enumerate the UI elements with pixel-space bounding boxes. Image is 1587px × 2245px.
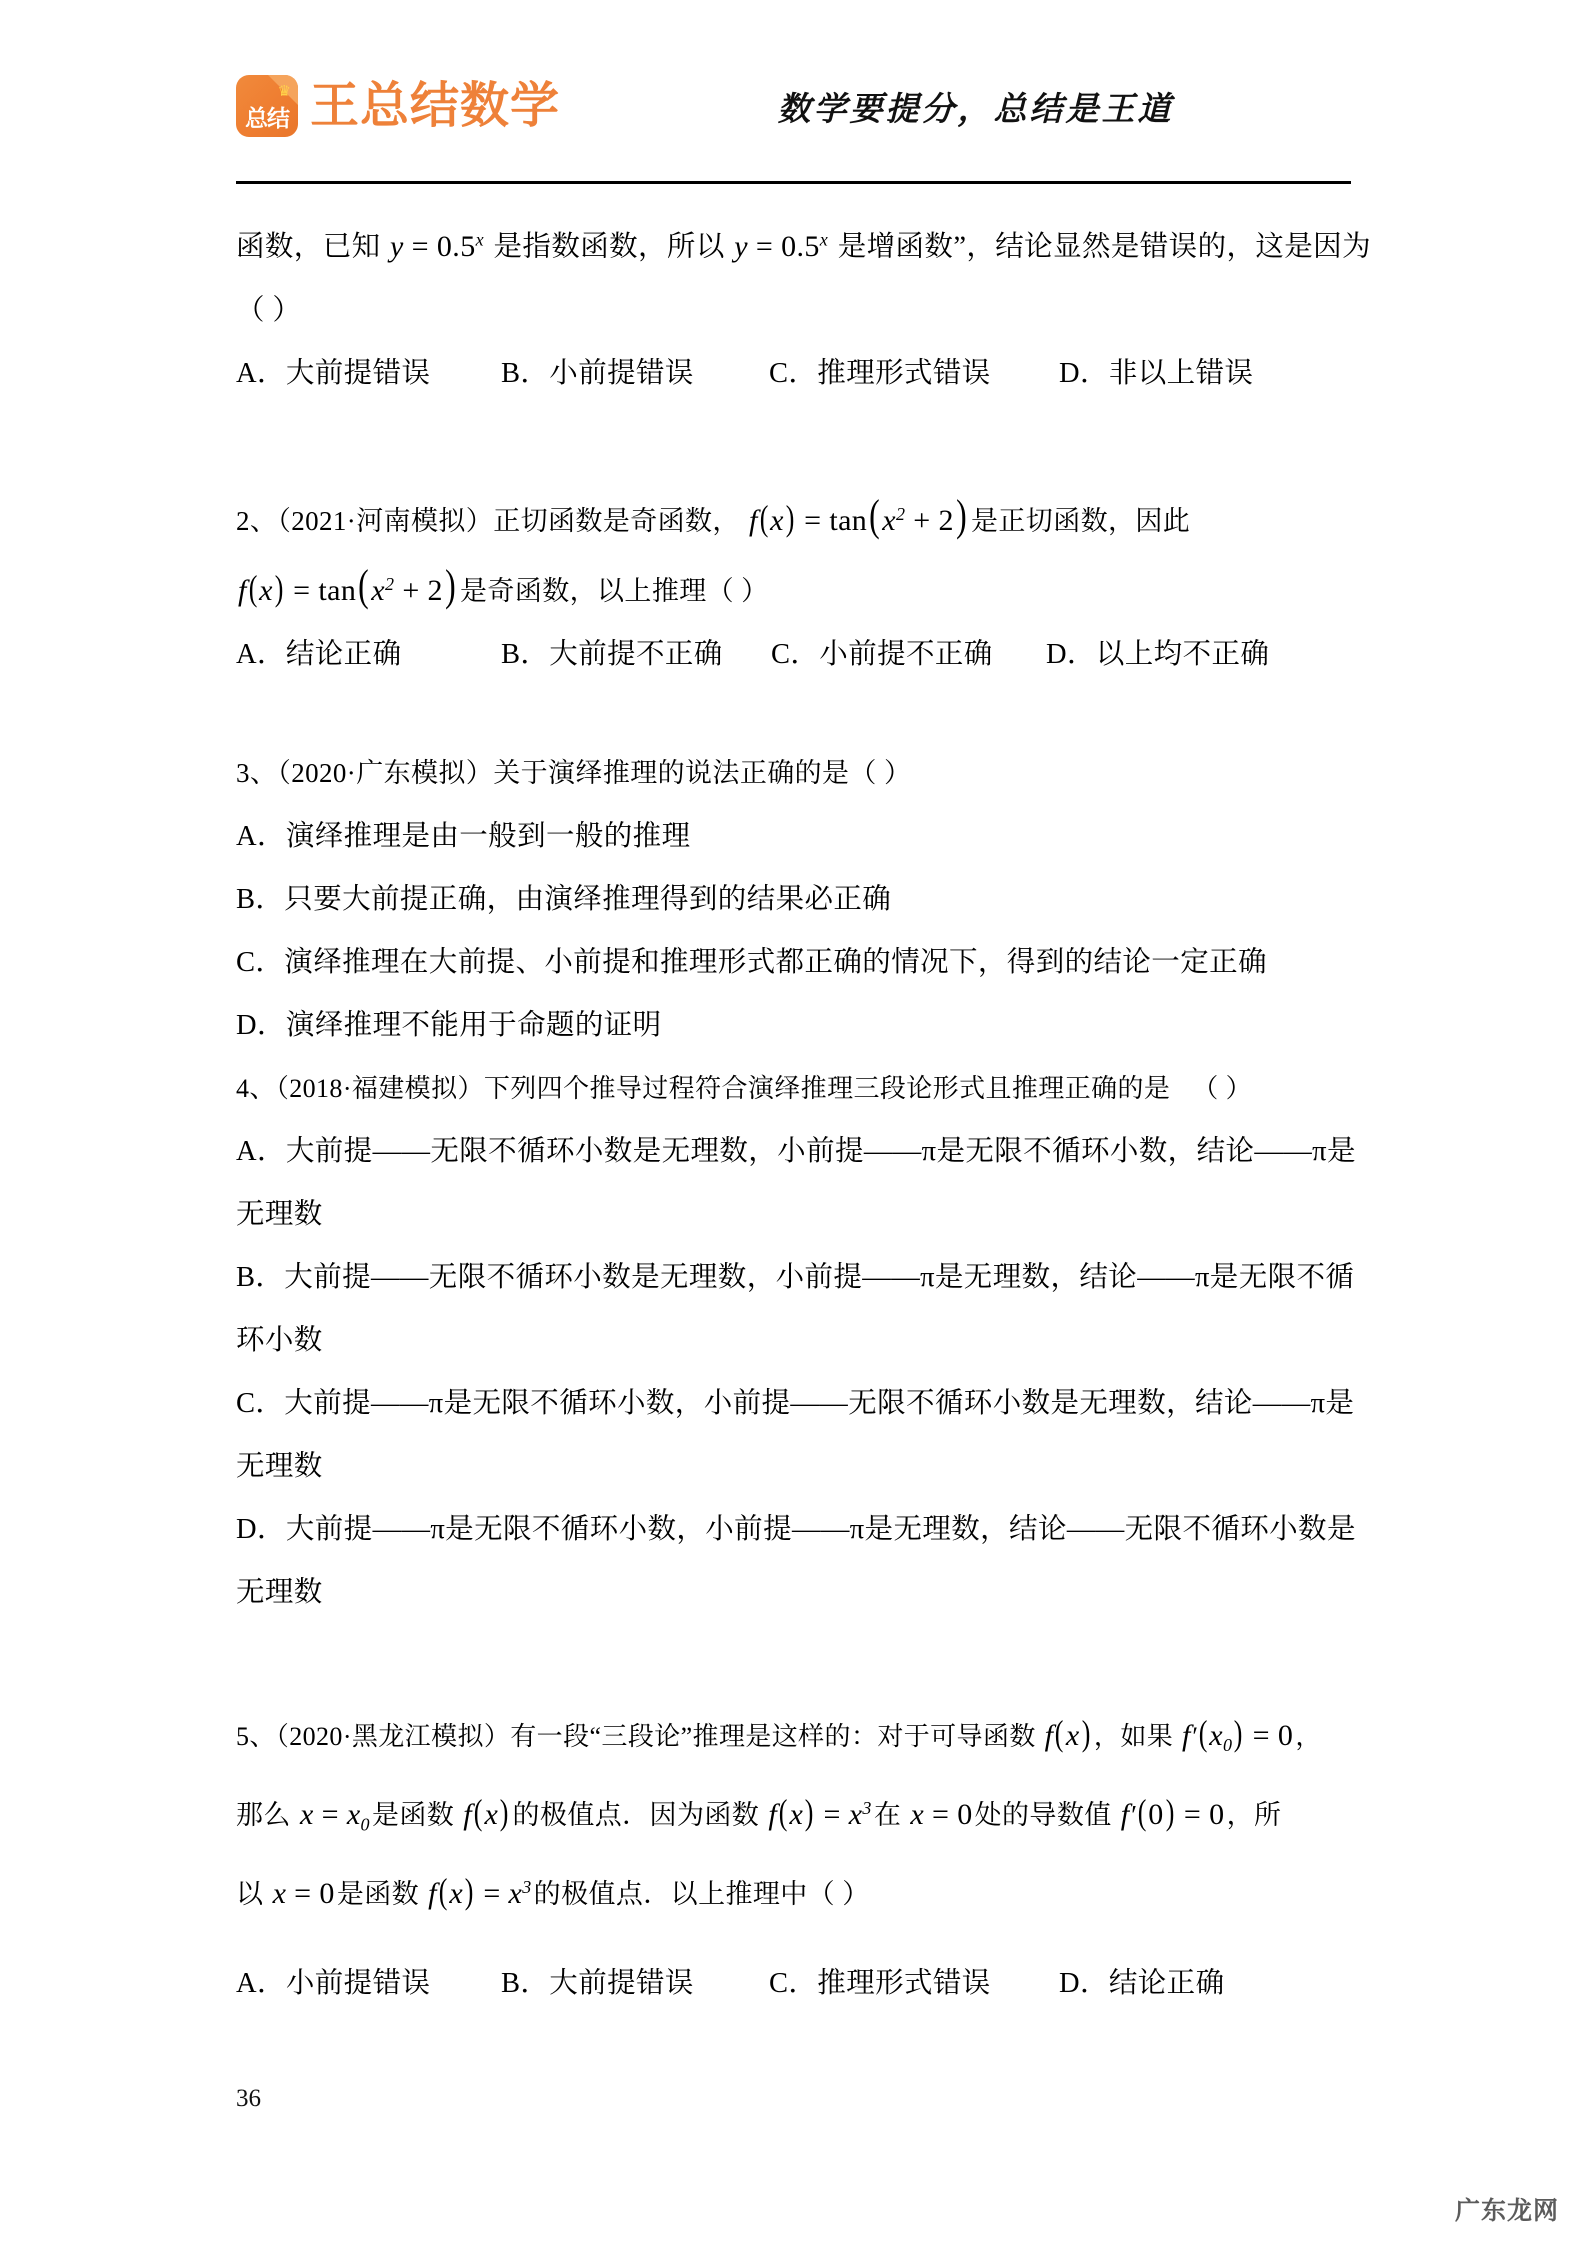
cq-formula-2: $y = 0.5^x$ (734, 229, 829, 263)
question-5-stem-line-3 (236, 1856, 1366, 1926)
question-5-formula-7: f′(0) = 0 (1120, 1791, 1225, 1832)
question-4-number: 4、 (236, 1073, 276, 1103)
question-4-option-c[interactable]: C．大前提——π是无限不循环小数，小前提——无限不循环小数是无理数，结论——π是无理数 (236, 1387, 1355, 1482)
spacer (236, 686, 1366, 742)
question-5-l2-text-f: ，所 (1226, 1799, 1282, 1830)
question-5-formula-3: $x = x_0$ (299, 1797, 370, 1835)
question-4-text: 下列四个推导过程符合演绎推理三段论形式且推理正确的是 (483, 1073, 1171, 1103)
question-2-formula-1: $f(x) = \tan(x^2 + 2)$ (748, 490, 967, 540)
question-5-formula-1: f(x) (1044, 1712, 1091, 1753)
question-5-text-b: ，如果 (1093, 1721, 1174, 1751)
question-5-text-c: ， (1295, 1721, 1322, 1751)
question-4-stem (236, 1057, 1366, 1120)
option-c[interactable]: C．推理形式错误 (769, 1968, 991, 2000)
question-5-source: （2020·黑龙江模拟） (275, 1721, 511, 1751)
question-3-source: （2020·广东模拟） (277, 757, 494, 788)
question-2-stem-line-2 (236, 553, 1366, 623)
spacer (236, 405, 1366, 483)
question-5-l2-text-e: 处的导数值 (974, 1799, 1112, 1830)
question-5-l2-text-c: 的极值点．因为函数 (512, 1799, 760, 1830)
question-4-option-d[interactable]: D．大前提——π是无限不循环小数，小前提——π是无理数，结论——无限不循环小数是无理数 (236, 1513, 1356, 1608)
continued-question-options (236, 342, 1366, 405)
question-5-formula-9: $f(x) = x^3$ (428, 1871, 532, 1912)
option-c[interactable]: C．推理形式错误 (769, 357, 991, 389)
question-5-formula-4: f(x) (463, 1791, 509, 1832)
question-5-l2-text-d: 在 (873, 1799, 902, 1830)
brand-wordmark: 王总结数学 (310, 78, 561, 133)
option-d[interactable]: D．以上均不正确 (1046, 638, 1270, 670)
question-3-option-b[interactable]: B．只要大前提正确，由演绎推理得到的结果必正确 (236, 883, 892, 915)
question-5-formula-6: x = 0 (910, 1797, 973, 1831)
question-5-l3-text-a: 以 (236, 1879, 264, 1910)
continued-question-line-1 (236, 208, 1371, 279)
option-d[interactable]: D．非以上错误 (1059, 357, 1254, 389)
option-a[interactable]: A．大前提错误 (236, 357, 431, 389)
option-a[interactable]: A．结论正确 (236, 638, 402, 670)
option-a[interactable]: A．小前提错误 (236, 1968, 431, 2000)
question-5-stem-line-1 (236, 1702, 1366, 1777)
option-b[interactable]: B．小前提错误 (501, 357, 694, 389)
site-watermark: 广东龙网 (1454, 2197, 1559, 2225)
cq-text-c: 是增函数”，结论显然是错误的，这是因为 (837, 231, 1371, 263)
question-2-text-a: 正切函数是奇函数， (493, 505, 740, 536)
option-b[interactable]: B．大前提错误 (501, 1968, 694, 2000)
question-3-option-a[interactable]: A．演绎推理是由一般到一般的推理 (236, 820, 691, 852)
question-2-source: （2021·河南模拟） (277, 505, 494, 536)
question-2-text-b: 是正切函数，因此 (971, 505, 1191, 536)
page-header (236, 58, 1351, 184)
cq-text-a: 函数，已知 (236, 231, 381, 263)
question-5-l2-text-b: 是函数 (371, 1799, 455, 1830)
page-number: 36 (236, 2085, 261, 2112)
cq-text-b: 是指数函数，所以 (493, 231, 725, 263)
question-4-option-a[interactable]: A．大前提——无限不循环小数是无理数，小前提——π是无限不循环小数，结论——π是无理数 (236, 1135, 1356, 1230)
crown-icon: ♛ (277, 84, 291, 100)
question-5-options (236, 1952, 1366, 2015)
option-c[interactable]: C．小前提不正确 (771, 638, 993, 670)
question-4-option-b[interactable]: B．大前提——无限不循环小数是无理数，小前提——π是无理数，结论——π是无限不循环小数 (236, 1261, 1355, 1356)
question-2-text-c: 是奇函数，以上推理（ ） (460, 575, 769, 606)
cq-formula-1: $y = 0.5^x$ (390, 229, 484, 263)
option-b[interactable]: B．大前提不正确 (501, 638, 723, 670)
question-4-source: （2018·福建模拟） (275, 1073, 484, 1103)
brand-logo (236, 75, 560, 137)
option-d[interactable]: D．结论正确 (1059, 1968, 1225, 2000)
question-2-number: 2、 (236, 505, 278, 536)
question-2-formula-2: $f(x) = \tan(x^2 + 2)$ (238, 560, 456, 610)
question-3-text: 关于演绎推理的说法正确的是（ ） (493, 757, 912, 788)
question-5-number: 5、 (236, 1721, 276, 1751)
cq-formula-1-exponent: x (475, 229, 484, 249)
question-5-stem-line-2 (236, 1777, 1366, 1856)
question-5-formula-5: $f(x) = x^3$ (768, 1791, 872, 1832)
question-3-stem (236, 742, 1366, 805)
question-5-formula-8: x = 0 (272, 1877, 335, 1911)
question-2-stem-line-1 (236, 483, 1366, 553)
question-5-l3-text-b: 是函数 (336, 1879, 420, 1910)
question-3-option-d[interactable]: D．演绎推理不能用于命题的证明 (236, 1009, 662, 1041)
question-5-formula-2: $f'(x_0) = 0$ (1182, 1712, 1294, 1755)
logo-badge-label: 总结 (245, 105, 289, 131)
question-5-l3-text-c: 的极值点．以上推理中（ ） (533, 1879, 870, 1910)
spacer (236, 1926, 1366, 1952)
question-5-l2-text-a: 那么 (236, 1799, 291, 1830)
continued-question-line-2: （ ） (236, 294, 302, 326)
logo-badge-icon (236, 75, 298, 137)
brand-tagline: 数学要提分，总结是王道 (777, 91, 1174, 128)
header-divider (236, 181, 1351, 184)
spacer (236, 1624, 1366, 1702)
question-5-text-a: 有一段“三段论”推理是这样的：对于可导函数 (510, 1721, 1036, 1751)
page-content (236, 208, 1371, 2015)
question-4-answer-blank: （ ） (1192, 1073, 1252, 1103)
cq-formula-2-exponent: x (819, 229, 829, 249)
question-3-number: 3、 (236, 757, 278, 788)
question-2-options (236, 623, 1366, 686)
question-3-option-c[interactable]: C．演绎推理在大前提、小前提和推理形式都正确的情况下，得到的结论一定正确 (236, 946, 1267, 978)
